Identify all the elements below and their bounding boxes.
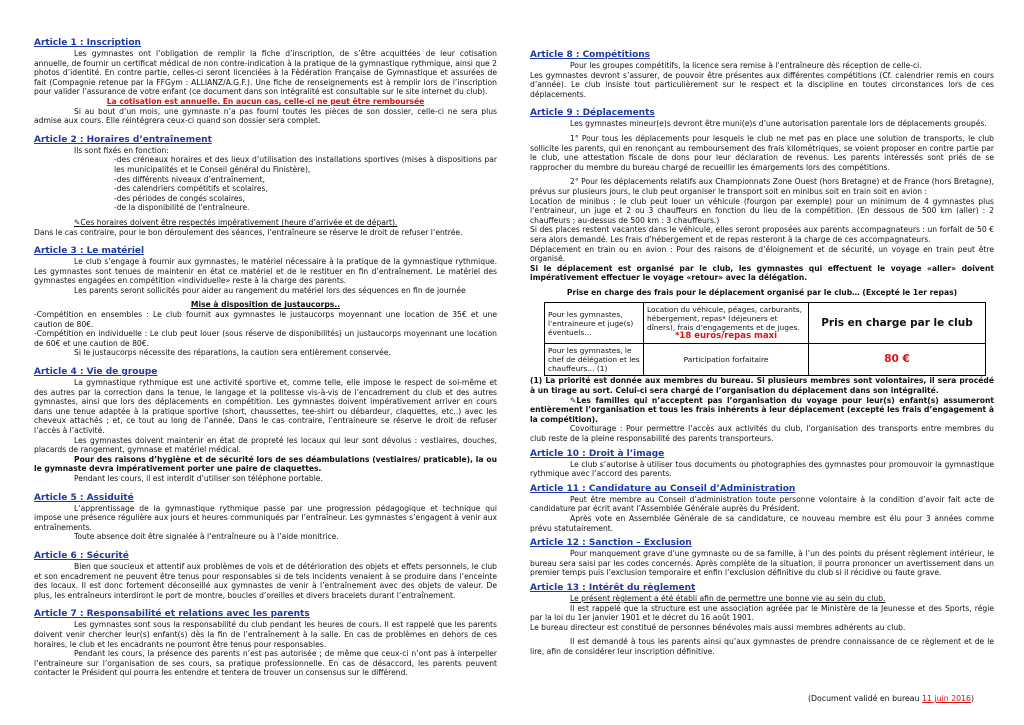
table-cell: Pour les gymnastes, le chef de délégation et les chauffeurs… (1) — [545, 344, 644, 376]
article-11-text: Peut être membre au Conseil d’administration toute personne volontaire à la condition d’avoir fait acte de candidature par écrit avant l’Assemblée Générale auprès du Président. — [530, 494, 994, 514]
table-title: Prise en charge des frais pour le déplacement organisé par le club… (Excepté le 1er repas) — [566, 287, 958, 297]
article-8-title: Article 8 : Compétitions — [530, 50, 651, 60]
article-8-text-2: Les gymnastes devront s’assurer, de pouvoir être présentes aux différentes compétitions (Cf. calendrier remis en cours d’année). Le club insiste tout particulièrement sur le respect et la discipline en toutes circonstances lors de ces déplacements. — [530, 70, 994, 99]
table-cell-text: Location du véhicule, péages, carburants, hébergement, repas* (déjeuners et dîners), frais d’engagements et de juges. — [647, 305, 802, 333]
article-2-item: -des créneaux horaires et des lieux d’utilisation des installations sportives (mises à dispositions par les municipalités et le Conseil général du Finistère), — [114, 155, 497, 174]
article-4-text-4: Pendant les cours, il est interdit d’utiliser son téléphone portable. — [74, 473, 323, 483]
table-cell: 80 € — [809, 344, 986, 376]
article-2-title: Article 2 : Horaires d’entraînement — [34, 134, 212, 145]
carpool-note: Covoiturage : Pour permettre l’accès aux activités du club, l’organisation des transports entre membres du club reste de la pleine responsabilité des parents transporteurs. — [530, 424, 994, 444]
article-2-text: Dans le cas contraire, pour le bon déroulement des séances, l’entraîneure se réserve le droit de refuser l’entrée. — [34, 227, 463, 237]
article-5-text: L’apprentissage de la gymnastique rythmique passe par une progression pédagogique et technique qui impose une présence régulière aux jours et heures communiqués par l’entraîneur. Les gymnastes s’engagent à venir aux entraînements. — [34, 503, 497, 532]
article-4-title: Article 4 : Vie de groupe — [34, 367, 158, 378]
article-12-title: Article 12 : Sanction – Exclusion — [530, 538, 692, 549]
article-2-item: -de la disponibilité de l’entraîneure. — [114, 203, 250, 213]
article-1-text-2: Si au bout d’un mois, une gymnaste n’a pas fourni toutes les pièces de son dossier, celle-ci ne sera plus admise aux cours. Elle réintégrera ceux-ci quand son dossier sera complet. — [34, 106, 497, 126]
footer-date: 11 juin 2016 — [922, 694, 971, 703]
article-11-text-2: Après vote en Assemblée Générale de sa candidature, ce nouveau membre est élu pour 3 années comme prévu statutairement. — [530, 514, 994, 533]
article-3-title: Article 3 : Le matériel — [34, 246, 145, 257]
justaucorps-caution: Si le justaucorps nécessite des réparations, la caution sera entièrement conservée. — [74, 348, 391, 358]
article-1-title: Article 1 : Inscription — [34, 38, 141, 48]
validation-footer — [808, 694, 974, 704]
article-2-item: -des périodes de congés scolaires, — [114, 193, 245, 203]
article-9-text-2: 1° Pour tous les déplacements pour lesquels le club ne met pas en place une solution de transports, le club sollicite les parents, qui en renonçant au remboursement des frais kilométriques, se voient proposer en contre partie par le club, une attestation fiscale de dons pour leur déclaration de revenus. Les parents intéressés sont priés de se rapprocher du membre du bureau chargé de recueillir les émargements lors des compétitions. — [530, 133, 994, 172]
table-cell: Participation forfaitaire — [644, 344, 809, 376]
article-9-title: Article 9 : Déplacements — [530, 108, 655, 119]
article-4-text-2: Les gymnastes doivent maintenir en état de propreté les locaux qui leur sont dévolus : vestiaires, douches, placards de rangement, gymnase et matériel médical. — [34, 435, 497, 455]
table-row — [545, 303, 986, 344]
article-6-text: Bien que soucieux et attentif aux problèmes de vols et de détérioration des objets et effets personnels, le club et son encadrement ne peuvent être tenus pour responsables si de tels incidents venaient à se produire dans l’enceinte des locaux. Il est donc fortement déconseillé aux gymnastes de venir à l’entraînement avec des objets de valeur. De plus, les entraîneurs interdiront le port de montre, boucles d’oreilles et divers bracelets durant l’entraînement. — [34, 561, 497, 600]
article-1-text: Les gymnastes ont l’obligation de remplir la fiche d’inscription, de s’être acquittées de leur cotisation annuelle, de fournir un certificat médical de non contre-indication à la pratique de la gymnastique rythmique, ainsi que 2 photos d’identité. En contre partie, celles-ci seront licenciées à la Fédération Française de Gymnastique et assurées de fait (Compagnie retenue par la FFGym : ALLIANZ/A.G.F.). Une fiche de renseignements est à remplir lors de l’inscription pour valider l’assurance de votre enfant (ce document dans son intégralité est consultable sur le site internet du club). — [34, 49, 497, 97]
expenses-table — [544, 302, 986, 376]
justaucorps-subtitle: Mise à disposition de justaucorps.. — [190, 300, 341, 310]
article-9-warning: Si le déplacement est organisé par le club, les gymnastes qui effectuent le voyage «aller» doivent impérativement effectuer le voyage «retour» avec la délégation. — [530, 263, 994, 283]
article-2-intro: Ils sont fixés en fonction: — [74, 145, 169, 155]
article-13-title: Article 13 : Intérêt du règlement — [530, 582, 696, 593]
right-column — [530, 50, 994, 657]
article-9-text-3: 2° Pour les déplacements relatifs aux Championnats Zone Ouest (hors Bretagne) et de France (hors Bretagne), prévus sur plusieurs jours, le club peut organiser le transport soit en minibus soit en train soit en avion : — [530, 177, 994, 196]
article-11-title: Article 11 : Candidature au Conseil d’Administration — [530, 483, 796, 494]
article-13-text-3: Le bureau directeur est constitué de personnes bénévoles mais aussi membres adhérents au club. — [530, 622, 906, 632]
table-cell: Pris en charge par le club — [809, 303, 986, 344]
justaucorps-ensemble: -Compétition en ensembles : Le club fournit aux gymnastes le justaucorps moyennant une location de 35€ et une caution de 80€. — [34, 310, 497, 329]
left-column — [34, 38, 497, 678]
article-9-train: Déplacement en train ou en avion : Pour des raisons de d’éloignement et de sécurité, un voyage en train peut être organisé. — [530, 244, 994, 264]
article-10-title: Article 10 : Droit à l’image — [530, 448, 665, 459]
table-cell — [644, 303, 809, 344]
article-9-places: Si des places restent vacantes dans le véhicule, elles seront proposées aux parents accompagnateurs : un forfait de 50 € sera alors demandé. Les frais d’hébergement et de repas resteront à la charge de ces accompagnateurs. — [530, 225, 994, 244]
article-7-text-2: Pendant les cours, la présence des parents n’est pas autorisée ; de même que ceux-ci n’ont pas à interpeller l’entraineure sur l’organisation de ses cours, sa pratique professionnelle. En cas de désaccord, les parents peuvent contacter le Président qui pourra les entendre et tentera de trouver un consensus sur le différend. — [34, 649, 497, 678]
article-3-text: Le club s’engage à fournir aux gymnastes, le matériel nécessaire à la pratique de la gymnastique rythmique. Les gymnastes sont tenues de maintenir en état ce matériel et de le restituer en fin d’entraînement. Le matériel des gymnastes engagées en compétition «individuelle» reste à la charge des parents. — [34, 257, 497, 286]
article-3-text-2: Les parents seront sollicités pour aider au rangement du matériel lors des séquences en fin de journée — [74, 285, 466, 295]
article-7-title: Article 7 : Responsabilité et relations avec les parents — [34, 609, 310, 620]
footer-close: ) — [970, 694, 974, 703]
justaucorps-individuelle: -Compétition en individuelle : Le club peut louer (sous réserve de disponibilités) un justaucorps moyennant une location de 60€ et une caution de 80€. — [34, 329, 497, 348]
article-5-text-2: Toute absence doit être signalée à l’entraîneure ou à l’aide monitrice. — [74, 532, 339, 542]
article-10-text: Le club s’autorise à utiliser tous documents ou photographies des gymnastes pour promouvoir la gymnastique rythmique avec l’accord des parents. — [530, 459, 994, 479]
article-13-text-2: Il est rappelé que la structure est une association agréée par le Ministère de la Jeunesse et des Sports, régie par la loi du 1er janvier 1901 et le décret du 16 août 1901. — [530, 603, 994, 623]
article-4-text: La gymnastique rythmique est une activité sportive et, comme telle, elle impose le respect de soi-même et des autres par la correction dans la tenue, le langage et la politesse vis-à-vis de l’encadrement du club et des autres gymnastes, ainsi que lors des déplacements en compétition. Les gymnastes doivent impérativement arriver en cours dans une tenue adaptée à la pratique sportive (short, chaussettes, tee-shirt ou débardeur, claquettes, etc..) avec les cheveux attachés ; et, ce tout au long de l’année. Dans le cas contraire, l’entraineure se réserve le droit de refuser l’accès à l’activité. — [34, 378, 497, 435]
meal-limit: *18 euros/repas maxi — [674, 331, 778, 342]
article-6-title: Article 6 : Sécurité — [34, 550, 129, 561]
priority-note: (1) La priorité est donnée aux membres du bureau. Si plusieurs membres sont volontaires, il sera procédé à un tirage au sort. Celui-ci sera chargé de l’organisation du déplacement dans son intégralité. — [530, 376, 994, 396]
article-4-text-3: Pour des raisons d’hygiène et de sécurité lors de ses déambulations (vestiaires/ praticable), la ou le gymnaste devra impérativement porter une paire de claquettes. — [34, 454, 497, 474]
article-1-warning: La cotisation est annuelle. En aucun cas, celle-ci ne peut être remboursée — [106, 96, 425, 106]
table-cell: Pour les gymnastes, l’entraineure et juge(s) éventuels… — [545, 303, 644, 344]
families-note: ✎Les familles qui n’acceptent pas l’organisation du voyage pour leur(s) enfant(s) assumeront entièrement l’organisation et tous les frais inhérents à leur déplacement (excepté les frais d’engagement à la compétition). — [530, 395, 994, 424]
article-7-text: Les gymnastes sont sous la responsabilité du club pendant les heures de cours. Il est rappelé que les parents doivent venir chercher leur(s) enfant(s) dès la fin de l’entraînement à la salle. En cas de problèmes en dehors de ces horaires, le club et les encadrants ne pourront être tenus pour responsables. — [34, 620, 497, 649]
table-row — [545, 344, 986, 376]
article-13-text: Le présent règlement a été établi afin de permettre une bonne vie au sein du club. — [570, 593, 886, 603]
article-9-minibus: Location de minibus : le club peut louer un véhicule (fourgon par exemple) pour un minimum de 4 gymnastes plus l’entraineur, un juge et 2 ou 3 chauffeurs en fonction du lieu de la compétition. (En dessous de 500 km (aller) : 2 chauffeurs ; au-dessus de 500 km : 3 chauffeurs.) — [530, 196, 994, 225]
article-9-text: Les gymnastes mineur(e)s devront être muni(e)s d’une autorisation parentale lors de déplacements groupés. — [570, 119, 987, 129]
article-2-item: -des différents niveaux d’entraînement, — [114, 174, 266, 184]
article-2-item: -des calendriers compétitifs et scolaires, — [114, 184, 268, 194]
article-8-text: Pour les groupes compétitifs, la licence sera remise à l’entraîneure dès réception de celle-ci. — [570, 61, 922, 70]
article-13-text-4: Il est demandé à tous les parents ainsi qu’aux gymnastes de prendre connaissance de ce règlement et de le lire, afin de considérer leur inscription définitive. — [530, 637, 994, 656]
footer-text: (Document validé en bureau — [808, 694, 920, 703]
article-12-text: Pour manquement grave d’une gymnaste ou de sa famille, à l’un des points du présent règlement intérieur, le bureau sera saisi par les codes concernés. Après complète de la situation, il pourra prononcer un avertissement dans un premier temps puis l’exclusion temporaire et enfin l’exclusion définitive du club si il récidive ou faute grave. — [530, 549, 994, 578]
article-5-title: Article 5 : Assiduité — [34, 492, 134, 503]
article-2-note: ✎Ces horaires doivent être respectés impérativement (heure d’arrivée et de départ). — [74, 217, 398, 227]
